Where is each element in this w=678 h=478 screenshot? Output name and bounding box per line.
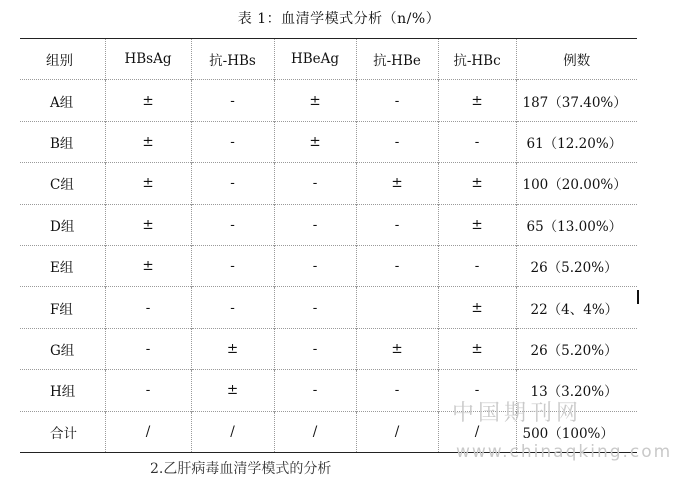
cell-hbsag: - — [105, 328, 191, 369]
cell-anti-hbs: - — [191, 163, 274, 204]
row-group: F组 — [20, 287, 105, 328]
table-row — [20, 204, 637, 245]
cell-anti-hbe: ± — [356, 328, 438, 369]
cell-count: 22（4、4%） — [516, 287, 637, 328]
cell-hbsag: ± — [105, 80, 191, 121]
cell-anti-hbc: ± — [438, 163, 516, 204]
cell-count: 13（3.20%） — [516, 370, 637, 411]
cell-hbeag: - — [274, 245, 356, 286]
table-caption: 表 1：血清学模式分析（n/%） — [237, 11, 441, 27]
cell-anti-hbc: / — [438, 411, 516, 452]
cell-hbeag: ± — [274, 121, 356, 162]
cell-hbsag: - — [105, 370, 191, 411]
cell-hbeag: - — [274, 163, 356, 204]
cell-count: 26（5.20%） — [516, 245, 637, 286]
cell-anti-hbe: - — [356, 121, 438, 162]
cell-anti-hbs: - — [191, 80, 274, 121]
cell-hbsag: ± — [105, 163, 191, 204]
table-row — [20, 245, 637, 286]
cell-count: 500（100%） — [516, 411, 637, 452]
row-group: H组 — [20, 370, 105, 411]
cell-count: 26（5.20%） — [516, 328, 637, 369]
cell-hbsag: ± — [105, 245, 191, 286]
cell-count: 61（12.20%） — [516, 121, 637, 162]
cell-hbeag: / — [274, 411, 356, 452]
cell-anti-hbe: - — [356, 245, 438, 286]
cell-anti-hbe: - — [356, 370, 438, 411]
cell-anti-hbs: / — [191, 411, 274, 452]
row-group: B组 — [20, 121, 105, 162]
cell-anti-hbc: - — [438, 121, 516, 162]
watermark-title: 中国期刊网 — [452, 401, 583, 426]
serology-table — [20, 38, 637, 453]
cell-anti-hbe: / — [356, 411, 438, 452]
header-anti-hbe: 抗-HBe — [356, 39, 438, 80]
row-group: 合计 — [20, 411, 105, 452]
header-group: 组别 — [20, 39, 105, 80]
cell-anti-hbs: - — [191, 121, 274, 162]
cell-anti-hbs: ± — [191, 370, 274, 411]
cell-hbeag: - — [274, 287, 356, 328]
row-group: D组 — [20, 204, 105, 245]
cell-count: 65（13.00%） — [516, 204, 637, 245]
cell-anti-hbc: ± — [438, 328, 516, 369]
cell-anti-hbe: ± — [356, 163, 438, 204]
cell-anti-hbe — [356, 287, 438, 328]
row-group: E组 — [20, 245, 105, 286]
header-hbsag: HBsAg — [105, 39, 191, 80]
cell-anti-hbs: ± — [191, 328, 274, 369]
cell-anti-hbc: ± — [438, 204, 516, 245]
cell-hbsag: - — [105, 287, 191, 328]
table-row — [20, 328, 637, 369]
table-row — [20, 163, 637, 204]
cell-anti-hbe: - — [356, 80, 438, 121]
text-cursor — [637, 290, 639, 304]
cell-anti-hbc: ± — [438, 287, 516, 328]
row-group: A组 — [20, 80, 105, 121]
watermark-url: www.chinaqking.com — [456, 442, 673, 462]
next-section-heading: 2.乙肝病毒血清学模式的分析 — [150, 461, 332, 477]
header-anti-hbs: 抗-HBs — [191, 39, 274, 80]
cell-hbsag: ± — [105, 204, 191, 245]
cell-anti-hbc: - — [438, 245, 516, 286]
cell-count: 187（37.40%） — [516, 80, 637, 121]
table-header-row — [20, 39, 637, 80]
cell-anti-hbe: - — [356, 204, 438, 245]
cell-hbeag: - — [274, 370, 356, 411]
row-group: C组 — [20, 163, 105, 204]
cell-hbsag: / — [105, 411, 191, 452]
table-row — [20, 287, 637, 328]
header-anti-hbc: 抗-HBc — [438, 39, 516, 80]
cell-anti-hbs: - — [191, 204, 274, 245]
header-hbeag: HBeAg — [274, 39, 356, 80]
row-group: G组 — [20, 328, 105, 369]
table-row — [20, 80, 637, 121]
cell-hbsag: ± — [105, 121, 191, 162]
cell-anti-hbs: - — [191, 245, 274, 286]
cell-anti-hbs: - — [191, 287, 274, 328]
header-count: 例数 — [516, 39, 637, 80]
cell-hbeag: - — [274, 328, 356, 369]
cell-count: 100（20.00%） — [516, 163, 637, 204]
cell-anti-hbc: - — [438, 370, 516, 411]
cell-anti-hbc: ± — [438, 80, 516, 121]
cell-hbeag: - — [274, 204, 356, 245]
cell-hbeag: ± — [274, 80, 356, 121]
table-row — [20, 121, 637, 162]
